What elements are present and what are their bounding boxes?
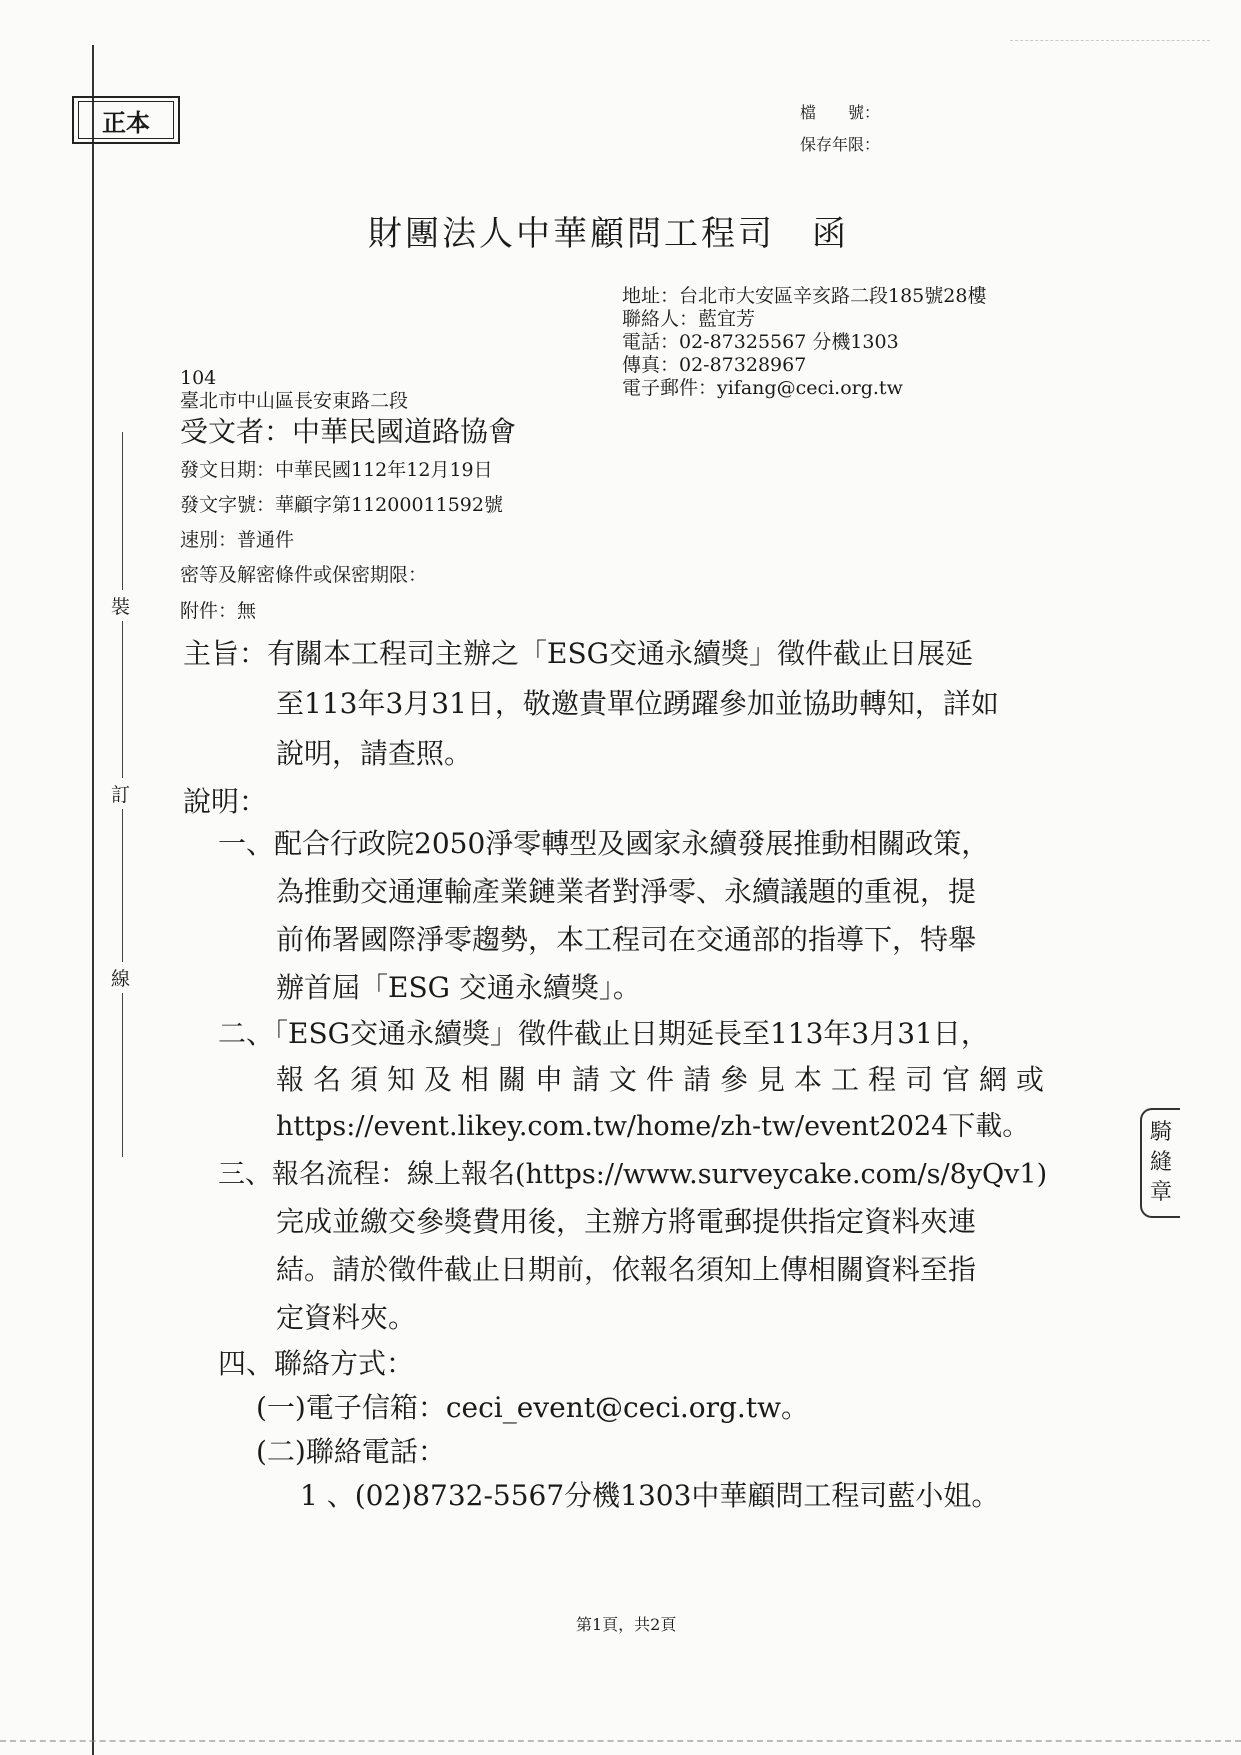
explanation-item1-line2: 為推動交通運輸產業鏈業者對淨零、永續議題的重視，提: [276, 875, 977, 908]
delivery-speed: 速別：普通件: [180, 529, 295, 551]
scan-artifact-bottom: [0, 1740, 1241, 1745]
file-no-label: 檔 號：: [800, 103, 881, 122]
recipient-postal-code: 104: [180, 367, 217, 389]
sender-contact-person: 聯絡人：藍宜芳: [622, 308, 756, 330]
stamp-text: 正本: [102, 107, 150, 137]
explanation-item4-phone-1: 1 、(02)8732-5567分機1303中華顧問工程司藍小姐。: [300, 1479, 1000, 1512]
secrecy-level: 密等及解密條件或保密期限：: [180, 564, 428, 586]
retention-label: 保存年限：: [800, 135, 881, 154]
seam-seal-char-3: 章: [1150, 1180, 1173, 1205]
explanation-item1-line4: 辦首屆「ESG 交通永續獎」。: [276, 971, 641, 1004]
explanation-item3-line3: 結。請於徵件截止日期前，依報名須知上傳相關資料至指: [276, 1253, 977, 1286]
explanation-item2-line1: 二、「ESG交通永續獎」徵件截止日期延長至113年3月31日，: [218, 1017, 989, 1050]
page-footer: 第1頁，共2頁: [576, 1615, 677, 1634]
subject-line-3: 說明，請查照。: [276, 737, 473, 770]
seam-seal-char-1: 騎: [1150, 1120, 1173, 1145]
document-title: 財團法人中華顧問工程司 函: [368, 214, 849, 254]
explanation-heading: 說明：: [183, 785, 268, 818]
seam-seal-stamp: [1140, 1108, 1180, 1218]
sender-fax: 傳真：02-87328967: [622, 354, 807, 376]
explanation-item4-heading: 四、聯絡方式：: [218, 1347, 415, 1380]
explanation-item3-line4: 定資料夾。: [276, 1301, 417, 1334]
explanation-item4-email: (一)電子信箱：ceci_event@ceci.org.tw。: [256, 1391, 810, 1424]
explanation-item3-line1: 三、報名流程：線上報名(https://www.surveycake.com/s/8yQv1): [218, 1159, 1048, 1190]
margin-line: [92, 45, 94, 1755]
issue-date: 發文日期：中華民國112年12月19日: [180, 459, 493, 481]
attachment: 附件：無: [180, 600, 257, 622]
recipient-address: 臺北市中山區長安東路二段: [180, 390, 409, 412]
original-copy-stamp: [72, 96, 180, 144]
explanation-item3-line2: 完成並繳交參獎費用後，主辦方將電郵提供指定資料夾連: [276, 1205, 977, 1238]
document-number: 發文字號：華顧字第11200011592號: [180, 494, 503, 516]
subject-line-2: 至113年3月31日，敬邀貴單位踴躍參加並協助轉知，詳如: [276, 687, 999, 720]
binding-char-ding: 訂: [111, 778, 130, 809]
scan-artifact-top: [1010, 40, 1210, 41]
sender-phone: 電話：02-87325567 分機1303: [622, 331, 899, 353]
sender-address: 地址：台北市大安區辛亥路二段185號28樓: [622, 285, 987, 307]
explanation-item1-line3: 前佈署國際淨零趨勢，本工程司在交通部的指導下，特舉: [276, 923, 977, 956]
explanation-item2-line2: 報名須知及相關申請文件請參見本工程司官網或: [276, 1063, 1054, 1096]
subject-line-1: 主旨：有關本工程司主辦之「ESG交通永續獎」徵件截止日展延: [183, 637, 973, 670]
explanation-item1-line1: 一、配合行政院2050淨零轉型及國家永續發展推動相關政策，: [218, 827, 990, 860]
binding-char-zhuang: 裝: [111, 590, 130, 621]
sender-email: 電子郵件：yifang@ceci.org.tw: [622, 377, 903, 399]
seam-seal-char-2: 縫: [1150, 1150, 1173, 1175]
explanation-item2-line3: https://event.likey.com.tw/home/zh-tw/event2024下載。: [276, 1111, 1030, 1142]
binding-char-xian: 線: [111, 962, 130, 993]
recipient-name: 受文者：中華民國道路協會: [180, 415, 517, 448]
explanation-item4-phone-heading: (二)聯絡電話：: [256, 1435, 446, 1468]
